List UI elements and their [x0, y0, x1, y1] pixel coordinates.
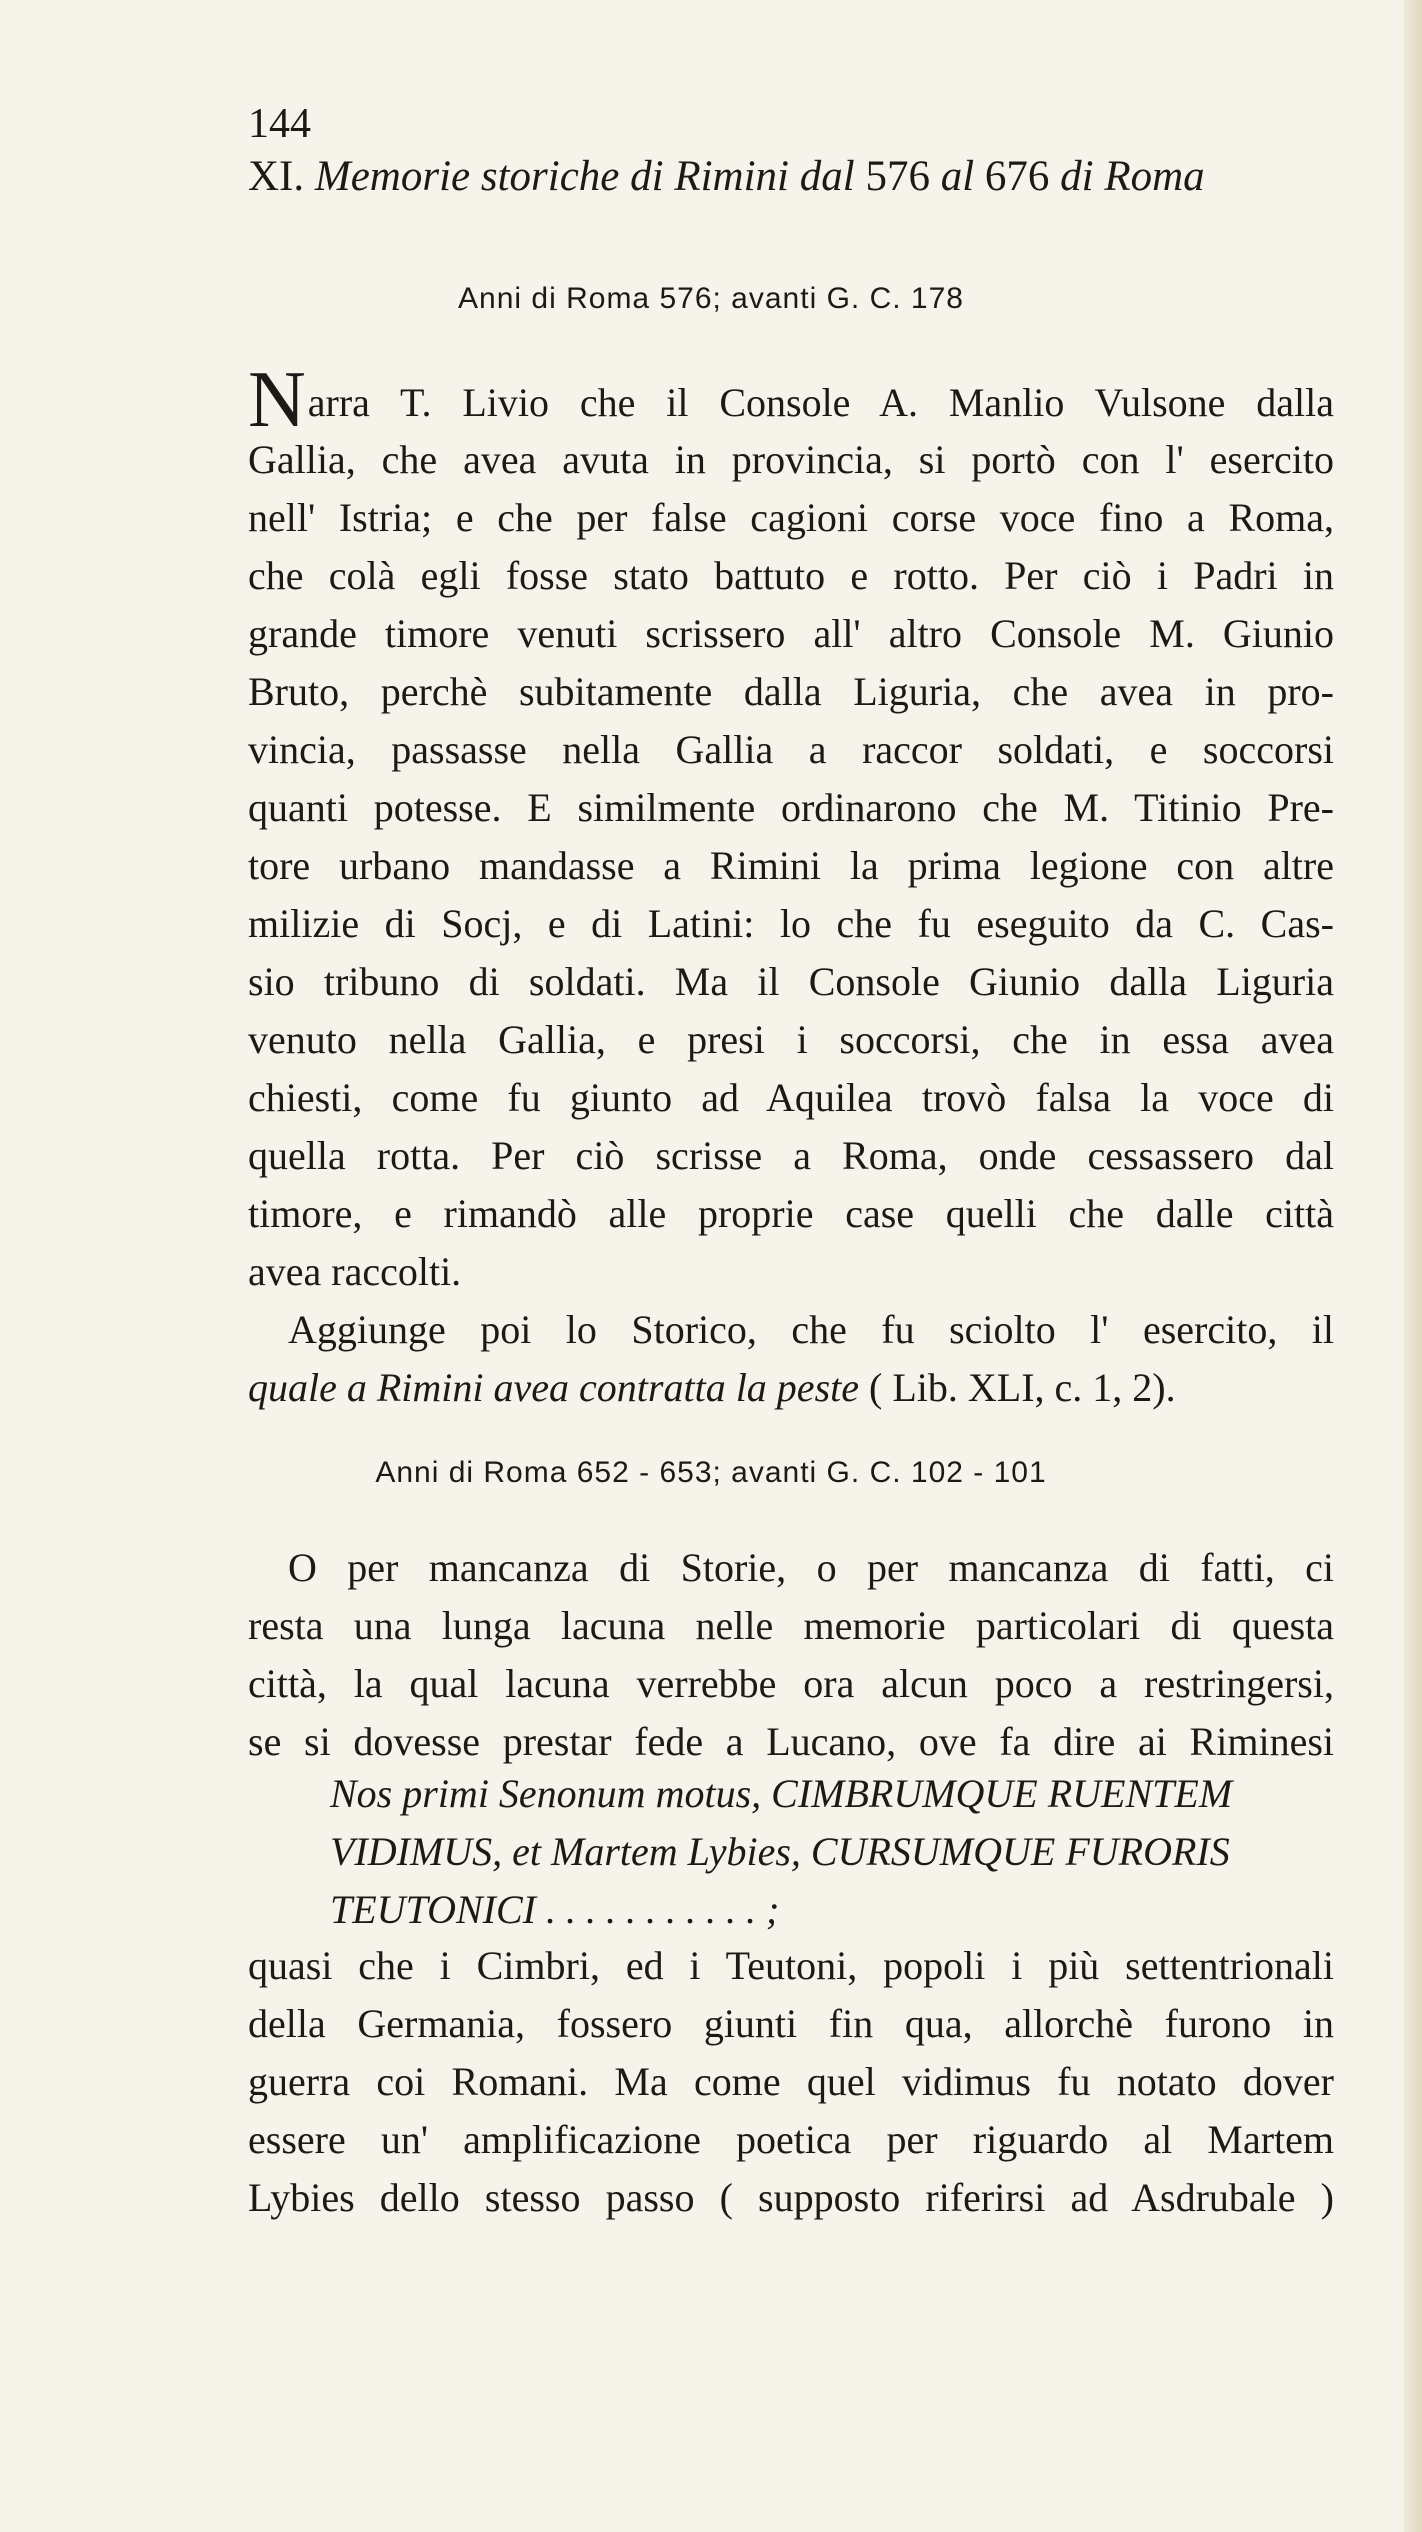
paragraph-line: essere un' amplificazione poetica per riguardo al Martem: [248, 2117, 1334, 2162]
header-numeral: XI.: [248, 153, 305, 200]
drop-cap: N: [248, 356, 306, 444]
verse-line: TEUTONICI . . . . . . . . . . . ;: [330, 1887, 780, 1932]
paragraph-line: quanti potesse. E similmente ordinarono che M. Titinio Pre-: [248, 785, 1334, 830]
paragraph-line: [248, 356, 1334, 444]
section-date-heading: Anni di Roma 576; avanti G. C. 178: [458, 282, 964, 315]
paragraph-line: avea raccolti.: [248, 1249, 462, 1294]
paragraph-line: guerra coi Romani. Ma come quel vidimus fu notato dover: [248, 2059, 1334, 2104]
paragraph-line: Gallia, che avea avuta in provincia, si portò con l' esercito: [248, 437, 1334, 482]
paragraph-line: venuto nella Gallia, e presi i soccorsi, che in essa avea: [248, 1017, 1334, 1062]
header-title-b: di Roma: [1060, 153, 1205, 200]
page-edge: [1404, 0, 1422, 2532]
header-al: al: [940, 153, 975, 200]
paragraph-line: sio tribuno di soldati. Ma il Console Giunio dalla Liguria: [248, 959, 1334, 1004]
paragraph-line: quella rotta. Per ciò scrisse a Roma, onde cessassero dal: [248, 1133, 1334, 1178]
paragraph-line: nell' Istria; e che per false cagioni corse voce fino a Roma,: [248, 495, 1334, 540]
paragraph-line: Aggiunge poi lo Storico, che fu sciolto l' esercito, il: [288, 1307, 1334, 1352]
paragraph-line: vincia, passasse nella Gallia a raccor soldati, e soccorsi: [248, 727, 1334, 772]
paragraph-line: O per mancanza di Storie, o per mancanza di fatti, ci: [288, 1545, 1334, 1590]
paragraph-line: tore urbano mandasse a Rimini la prima legione con altre: [248, 843, 1334, 888]
paragraph-line: resta una lunga lacuna nelle memorie particolari di questa: [248, 1603, 1334, 1648]
italic-quote: quale a Rimini avea contratta la peste: [248, 1365, 859, 1410]
paragraph-line: chiesti, come fu giunto ad Aquilea trovò falsa la voce di: [248, 1075, 1334, 1120]
paragraph-line: grande timore venuti scrissero all' altro Console M. Giunio: [248, 611, 1334, 656]
header-year-from: 576: [865, 153, 930, 200]
citation: ( Lib. XLI, c. 1, 2).: [869, 1365, 1176, 1410]
paragraph-line: che colà egli fosse stato battuto e rotto. Per ciò i Padri in: [248, 553, 1334, 598]
paragraph-line: quasi che i Cimbri, ed i Teutoni, popoli i più settentrionali: [248, 1943, 1334, 1988]
section-date-heading: Anni di Roma 652 - 653; avanti G. C. 102 - 101: [375, 1456, 1047, 1489]
header-title-a: Memorie storiche di Rimini dal: [314, 153, 855, 200]
paragraph-line: [248, 1364, 1334, 1412]
paragraph-line: se si dovesse prestar fede a Lucano, ove fa dire ai Riminesi: [248, 1719, 1334, 1764]
paragraph-line: timore, e rimandò alle proprie case quelli che dalle città: [248, 1191, 1334, 1236]
paragraph-line: Bruto, perchè subitamente dalla Liguria, che avea in pro-: [248, 669, 1334, 714]
verse-line: VIDIMUS, et Martem Lybies, CURSUMQUE FURORIS: [330, 1829, 1230, 1874]
running-header: [248, 152, 1205, 201]
paragraph-line: città, la qual lacuna verrebbe ora alcun poco a restringersi,: [248, 1661, 1334, 1706]
paragraph-line: Lybies dello stesso passo ( supposto riferirsi ad Asdrubale ): [248, 2175, 1334, 2220]
page-number: 144: [248, 101, 311, 147]
line-text: arra T. Livio che il Console A. Manlio Vulsone dalla: [307, 380, 1334, 425]
paragraph-line: della Germania, fossero giunti fin qua, allorchè furono in: [248, 2001, 1334, 2046]
paragraph-line: milizie di Socj, e di Latini: lo che fu eseguito da C. Cas-: [248, 901, 1334, 946]
header-year-to: 676: [984, 153, 1050, 200]
verse-line: Nos primi Senonum motus, CIMBRUMQUE RUENTEM: [330, 1771, 1233, 1816]
